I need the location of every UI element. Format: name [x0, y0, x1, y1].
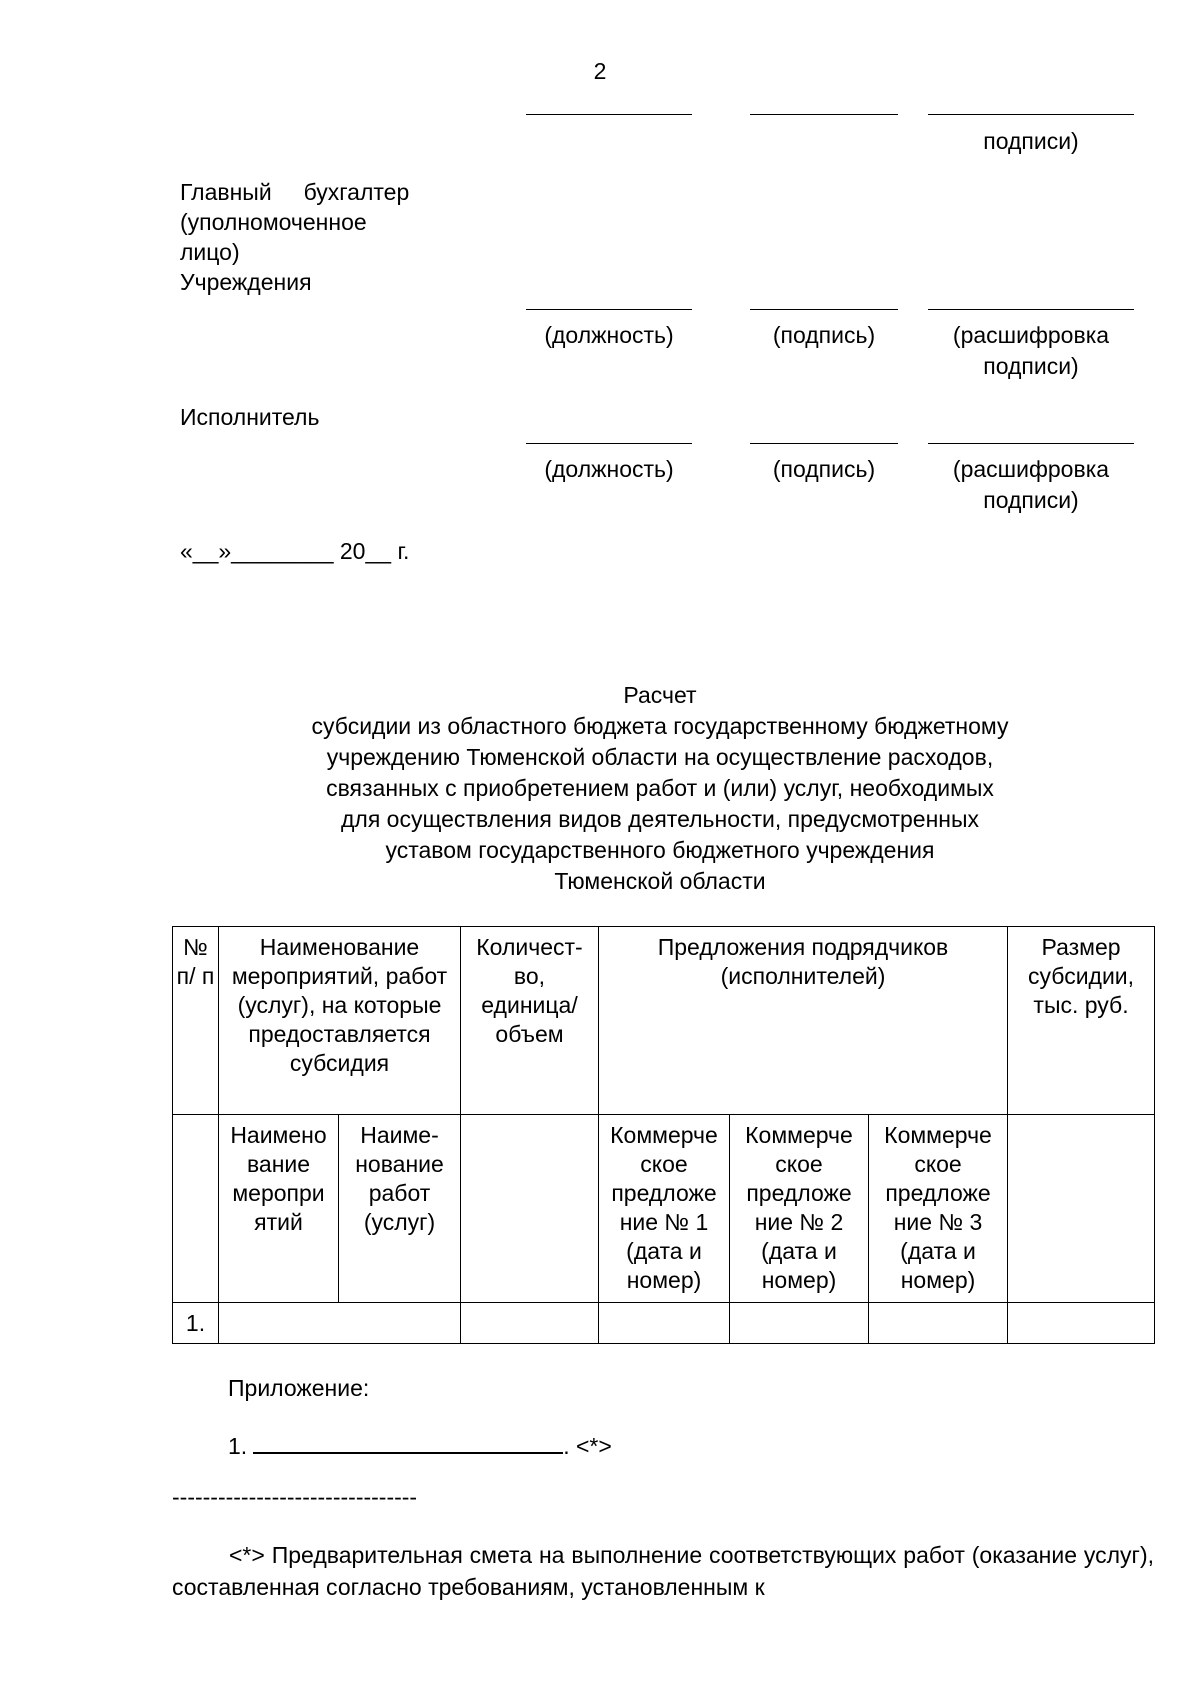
signature-caption: подписи): [983, 128, 1079, 154]
header-name: Наименование мероприятий, работ (услуг), на которые предоставляется субсидия: [219, 927, 461, 1115]
row-number: 1.: [173, 1303, 219, 1344]
subheader-offer-3: Коммерче ское предложе ние № 3 (дата и номер): [869, 1115, 1008, 1303]
table-cell: [173, 1115, 219, 1303]
appendix-blank-line: [253, 1430, 563, 1454]
header-number: № п/ п: [173, 927, 219, 1115]
appendix-label: Приложение:: [228, 1375, 370, 1401]
footnote: <*> Предварительная смета на выполнение соответствующих работ (оказание услуг), составленная согласно требованиям, установленным к: [172, 1542, 1154, 1600]
appendix-item: [228, 1430, 612, 1460]
document-title: Расчет субсидии из областного бюджета государственному бюджетному учреждению Тюменской области на осуществление расходов, связанных с приобретением работ и (или) услуг, необходимых для осуществления видов деятельности, предусмотренных уставом государственного бюджетного учреждения Тюменской области: [311, 682, 1009, 894]
chief-accountant-line: Главный бухгалтер: [180, 179, 410, 205]
table-cell: [219, 1303, 461, 1344]
date-line: «__»________ 20__ г.: [180, 538, 410, 564]
header-offers: Предложения подрядчиков (исполнителей): [599, 927, 1008, 1115]
table-subheader-row: [173, 1115, 1155, 1303]
page-number: 2: [593, 58, 607, 84]
subsidy-calculation-table: [172, 926, 1155, 1344]
signature-line: [750, 114, 898, 115]
signature-line: [750, 443, 898, 444]
position-caption: (должность): [544, 456, 674, 482]
table-cell: [730, 1303, 869, 1344]
table-cell: [461, 1303, 599, 1344]
table-header-row: [173, 927, 1155, 1115]
footnote-separator: --------------------------------: [172, 1484, 418, 1510]
subheader-event-name: Наимено вание меропри ятий: [219, 1115, 339, 1303]
signature-line: [526, 309, 692, 310]
signature-line: [928, 114, 1134, 115]
decoding-caption: (расшифровка подписи): [952, 456, 1110, 513]
table-row: [173, 1303, 1155, 1344]
signature-caption: (подпись): [772, 322, 876, 348]
table-cell: [599, 1303, 730, 1344]
table-cell: [1008, 1115, 1155, 1303]
appendix-item-number: 1.: [228, 1433, 248, 1459]
signature-line: [526, 114, 692, 115]
table-cell: [869, 1303, 1008, 1344]
chief-accountant-line: (уполномоченное: [180, 209, 367, 235]
header-quantity: Количест-во, единица/ объем: [461, 927, 599, 1115]
signature-line: [928, 309, 1134, 310]
table-cell: [1008, 1303, 1155, 1344]
signature-line: [526, 443, 692, 444]
position-caption: (должность): [544, 322, 674, 348]
header-subsidy-size: Размер субсидии, тыс. руб.: [1008, 927, 1155, 1115]
subheader-offer-2: Коммерче ское предложе ние № 2 (дата и номер): [730, 1115, 869, 1303]
chief-accountant-line: лицо): [180, 239, 240, 265]
table-cell: [461, 1115, 599, 1303]
signature-line: [928, 443, 1134, 444]
executor-label: Исполнитель: [180, 404, 320, 430]
signature-line: [750, 309, 898, 310]
decoding-caption: (расшифровка подписи): [952, 322, 1110, 379]
appendix-item-suffix: . <*>: [563, 1433, 612, 1459]
signature-caption: (подпись): [772, 456, 876, 482]
subheader-work-name: Наиме-нование работ (услуг): [339, 1115, 461, 1303]
chief-accountant-line: Учреждения: [180, 269, 312, 295]
chief-accountant-label: [180, 177, 460, 297]
subheader-offer-1: Коммерче ское предложе ние № 1 (дата и номер): [599, 1115, 730, 1303]
